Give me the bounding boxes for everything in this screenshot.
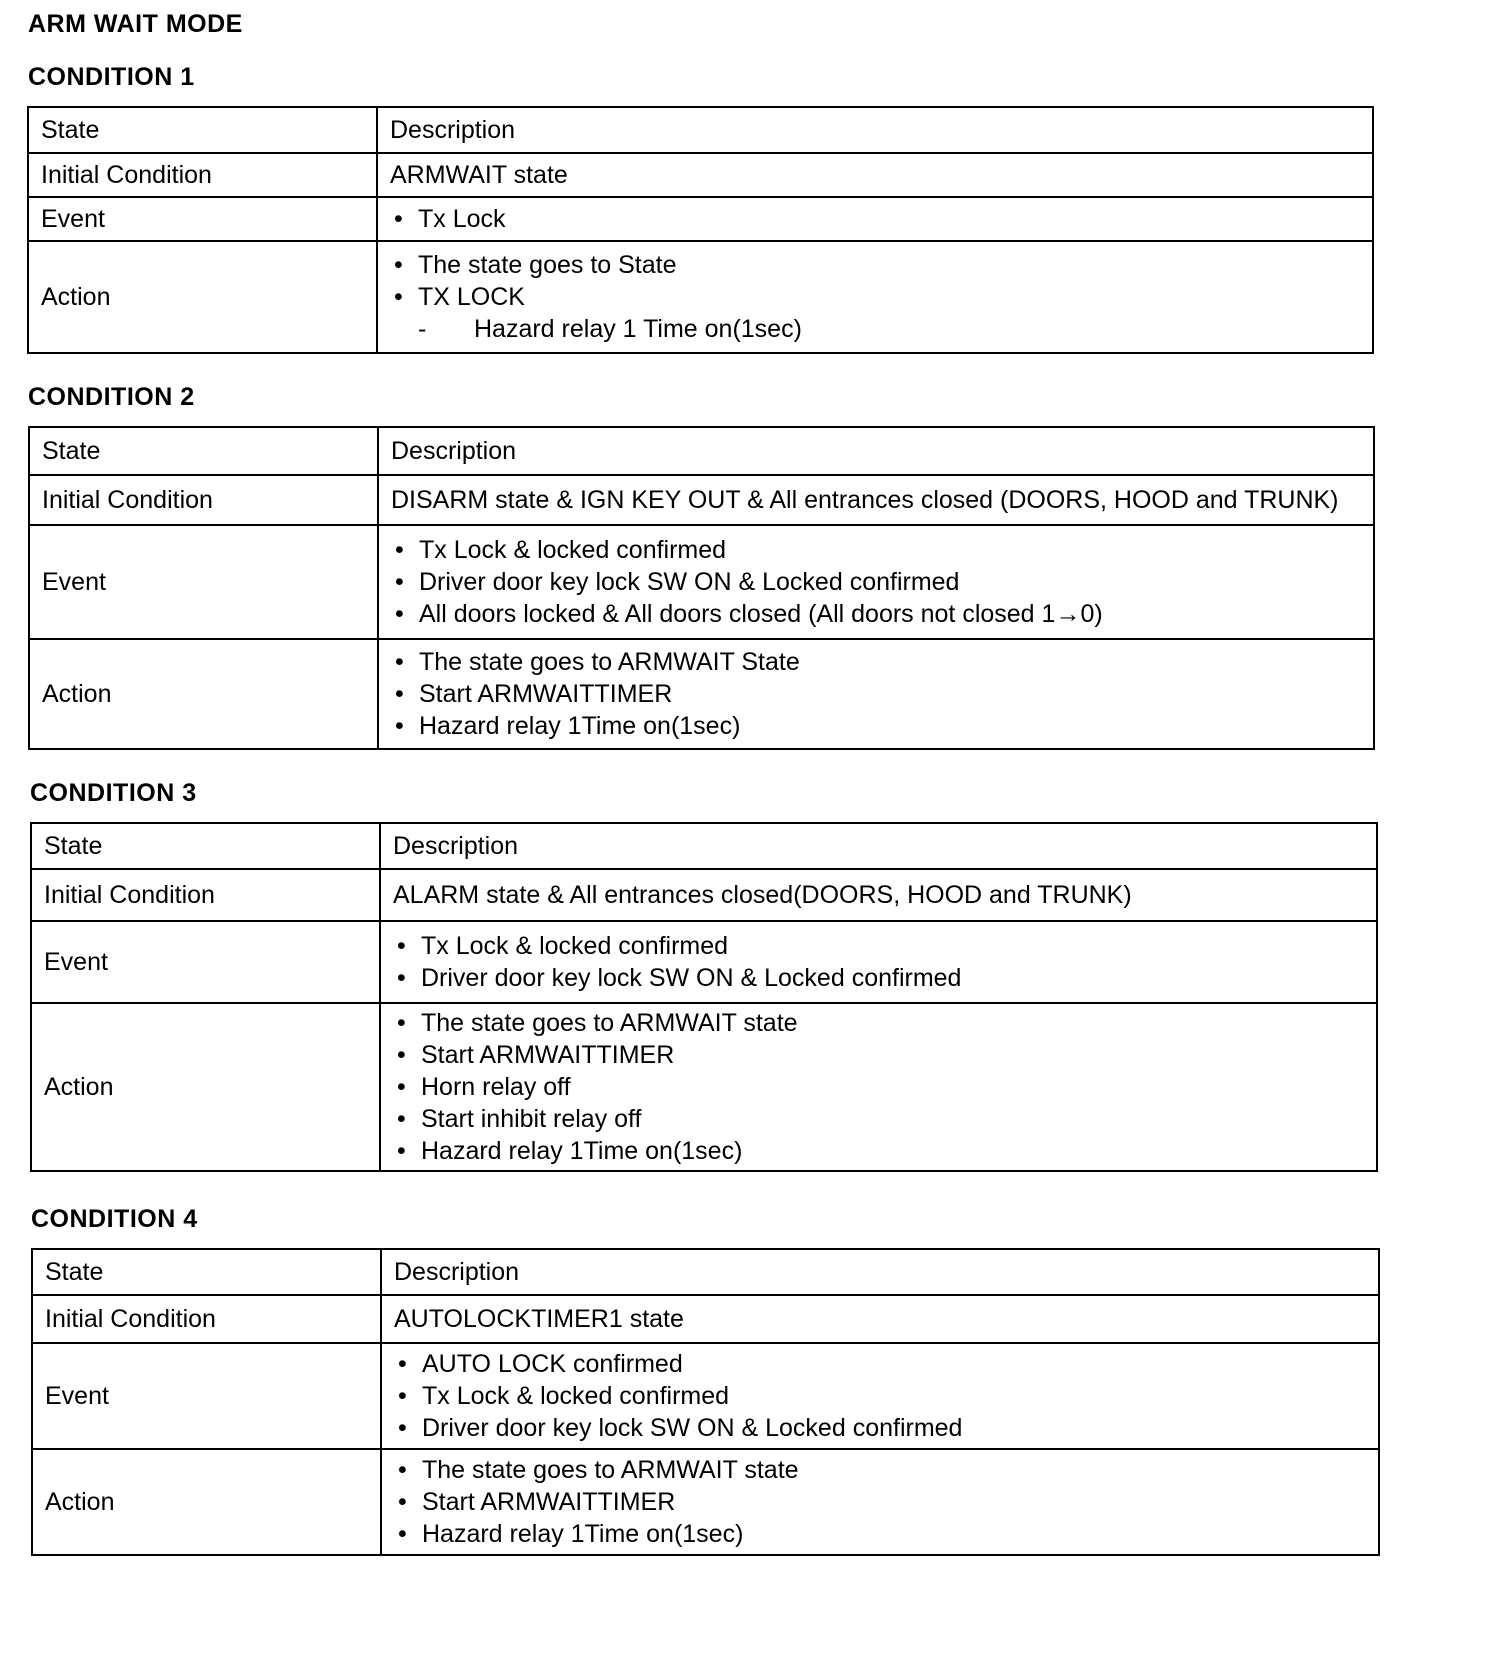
- initial-condition-value: ALARM state & All entrances closed(DOORS, HOOD and TRUNK): [380, 869, 1377, 921]
- list-item: • Start ARMWAITTIMER: [419, 678, 1373, 710]
- list-item: • Hazard relay 1Time on(1sec): [421, 1135, 1376, 1167]
- state-header: State: [28, 107, 377, 153]
- action-list-cell: [381, 1449, 1379, 1555]
- description-header: Description: [377, 107, 1373, 153]
- condition-title: CONDITION 3: [30, 779, 197, 807]
- description-header: Description: [381, 1249, 1379, 1295]
- initial-condition-label: Initial Condition: [29, 475, 378, 525]
- event-list-cell: [380, 921, 1377, 1003]
- state-header: State: [31, 823, 380, 869]
- action-list-cell: [378, 639, 1374, 749]
- condition-table: [27, 106, 1374, 354]
- list-item: • All doors locked & All doors closed (All doors not closed 1→0): [419, 598, 1373, 630]
- event-list: [393, 930, 1376, 994]
- action-list: [393, 1007, 1376, 1167]
- action-list-cell: [380, 1003, 1377, 1171]
- condition-title: CONDITION 4: [31, 1205, 198, 1233]
- list-item: • AUTO LOCK confirmed: [422, 1348, 1378, 1380]
- condition-title: CONDITION 1: [28, 63, 195, 91]
- list-item: • Tx Lock: [418, 203, 1372, 235]
- state-header: State: [29, 427, 378, 475]
- list-item: • Tx Lock & locked confirmed: [419, 534, 1373, 566]
- page-title: ARM WAIT MODE: [28, 10, 243, 38]
- event-row: [31, 921, 1377, 1003]
- condition-table: [31, 1248, 1380, 1556]
- event-list: [390, 203, 1372, 235]
- initial-condition-label: Initial Condition: [31, 869, 380, 921]
- event-label: Event: [32, 1343, 381, 1449]
- initial-condition-value: DISARM state & IGN KEY OUT & All entrances closed (DOORS, HOOD and TRUNK): [378, 475, 1374, 525]
- action-label: Action: [32, 1449, 381, 1555]
- event-list-cell: [381, 1343, 1379, 1449]
- list-item: • Tx Lock & locked confirmed: [421, 930, 1376, 962]
- action-list: [391, 646, 1373, 742]
- description-header: Description: [380, 823, 1377, 869]
- event-row: [28, 197, 1373, 241]
- list-item: • Start ARMWAITTIMER: [422, 1486, 1378, 1518]
- initial-condition-value: AUTOLOCKTIMER1 state: [381, 1295, 1379, 1343]
- event-row: [29, 525, 1374, 639]
- action-list: [394, 1454, 1378, 1550]
- action-row: [31, 1003, 1377, 1171]
- list-item: • Start ARMWAITTIMER: [421, 1039, 1376, 1071]
- list-item: • Hazard relay 1Time on(1sec): [419, 710, 1373, 742]
- event-row: [32, 1343, 1379, 1449]
- action-label: Action: [28, 241, 377, 353]
- initial-condition-row: [32, 1295, 1379, 1343]
- list-item: • The state goes to ARMWAIT state: [422, 1454, 1378, 1486]
- table-header-row: [32, 1249, 1379, 1295]
- list-item: • The state goes to ARMWAIT state: [421, 1007, 1376, 1039]
- initial-condition-value: ARMWAIT state: [377, 153, 1373, 197]
- table-header-row: [31, 823, 1377, 869]
- list-item: • Driver door key lock SW ON & Locked confirmed: [422, 1412, 1378, 1444]
- list-item: • Tx Lock & locked confirmed: [422, 1380, 1378, 1412]
- event-label: Event: [31, 921, 380, 1003]
- description-header: Description: [378, 427, 1374, 475]
- initial-condition-row: [29, 475, 1374, 525]
- list-item: • Start inhibit relay off: [421, 1103, 1376, 1135]
- event-label: Event: [29, 525, 378, 639]
- event-label: Event: [28, 197, 377, 241]
- action-sub-item: [390, 313, 1372, 345]
- event-list: [394, 1348, 1378, 1444]
- event-list-cell: [377, 197, 1373, 241]
- action-row: [28, 241, 1373, 353]
- condition-table: [30, 822, 1378, 1172]
- initial-condition-row: [31, 869, 1377, 921]
- action-row: [29, 639, 1374, 749]
- list-item: • The state goes to State: [418, 249, 1372, 281]
- state-header: State: [32, 1249, 381, 1295]
- condition-title: CONDITION 2: [28, 383, 195, 411]
- table-header-row: [28, 107, 1373, 153]
- action-row: [32, 1449, 1379, 1555]
- list-item: • The state goes to ARMWAIT State: [419, 646, 1373, 678]
- initial-condition-label: Initial Condition: [28, 153, 377, 197]
- list-item: • TX LOCK: [418, 281, 1372, 313]
- list-item: • Hazard relay 1Time on(1sec): [422, 1518, 1378, 1550]
- event-list-cell: [378, 525, 1374, 639]
- condition-table: [28, 426, 1375, 750]
- action-label: Action: [29, 639, 378, 749]
- table-header-row: [29, 427, 1374, 475]
- action-list-cell: [377, 241, 1373, 353]
- event-list: [391, 534, 1373, 630]
- action-sub-text: Hazard relay 1 Time on(1sec): [474, 315, 802, 343]
- list-item: • Driver door key lock SW ON & Locked confirmed: [421, 962, 1376, 994]
- list-item: • Driver door key lock SW ON & Locked confirmed: [419, 566, 1373, 598]
- list-item: • Horn relay off: [421, 1071, 1376, 1103]
- dash-marker: -: [418, 315, 427, 343]
- initial-condition-row: [28, 153, 1373, 197]
- action-list: [390, 249, 1372, 313]
- action-label: Action: [31, 1003, 380, 1171]
- initial-condition-label: Initial Condition: [32, 1295, 381, 1343]
